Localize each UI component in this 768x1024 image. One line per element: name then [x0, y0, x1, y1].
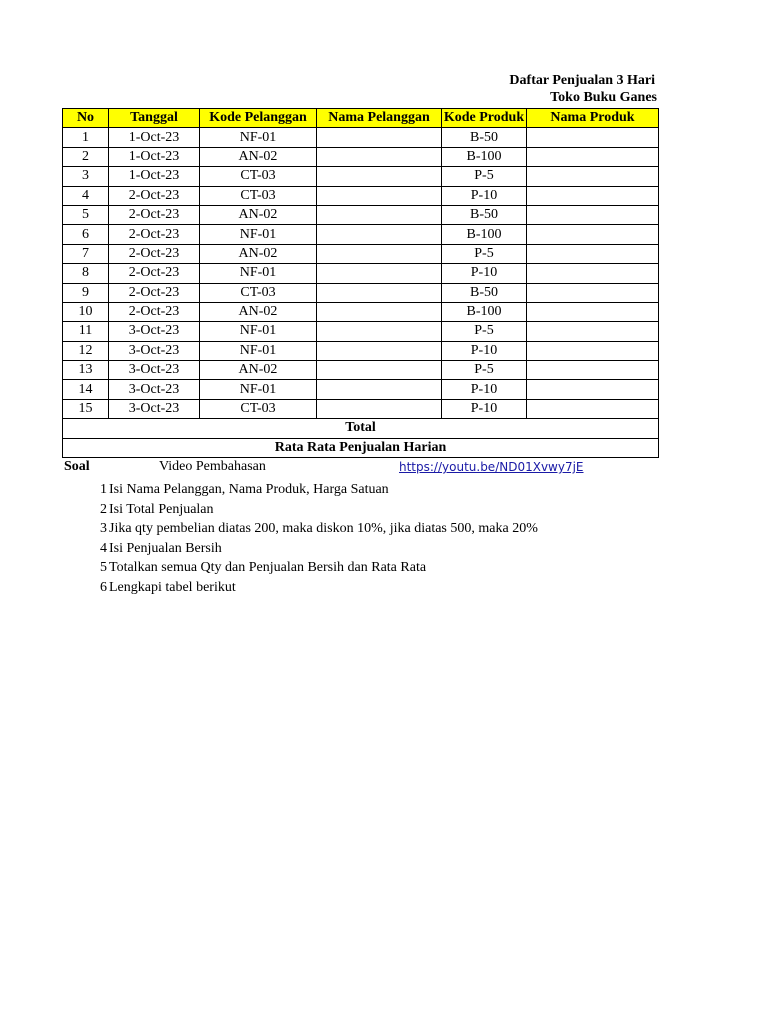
cell-tanggal[interactable]: 1-Oct-23: [109, 128, 200, 147]
cell-tanggal[interactable]: 2-Oct-23: [109, 186, 200, 205]
task-text: Isi Total Penjualan: [109, 501, 214, 517]
cell-no[interactable]: 3: [63, 167, 109, 186]
task-text: Isi Penjualan Bersih: [109, 540, 222, 556]
cell-nama-pelanggan[interactable]: [317, 225, 442, 244]
cell-kode-produk[interactable]: B-50: [442, 128, 527, 147]
cell-nama-produk[interactable]: [527, 283, 659, 302]
video-link[interactable]: https://youtu.be/ND01Xvwy7jE: [399, 460, 584, 474]
cell-nama-pelanggan[interactable]: [317, 167, 442, 186]
cell-kode-produk[interactable]: P-10: [442, 264, 527, 283]
task-number: 6: [100, 579, 107, 595]
cell-kode-produk[interactable]: P-10: [442, 380, 527, 399]
task-number: 2: [100, 501, 107, 517]
cell-tanggal[interactable]: 2-Oct-23: [109, 225, 200, 244]
cell-kode-produk[interactable]: P-5: [442, 167, 527, 186]
cell-nama-pelanggan[interactable]: [317, 205, 442, 224]
cell-tanggal[interactable]: 1-Oct-23: [109, 147, 200, 166]
cell-kode-pelanggan[interactable]: NF-01: [200, 128, 317, 147]
task-number: 3: [100, 521, 107, 536]
cell-nama-pelanggan[interactable]: [317, 264, 442, 283]
task-item: [62, 500, 214, 520]
header-nama-produk[interactable]: Nama Produk: [527, 109, 659, 128]
cell-tanggal[interactable]: 3-Oct-23: [109, 399, 200, 418]
cell-nama-produk[interactable]: [527, 399, 659, 418]
sheet-title: Daftar Penjualan 3 Hari: [509, 73, 655, 88]
task-item: [62, 558, 426, 578]
cell-kode-produk[interactable]: P-5: [442, 361, 527, 380]
cell-nama-produk[interactable]: [527, 380, 659, 399]
cell-nama-pelanggan[interactable]: [317, 399, 442, 418]
cell-kode-pelanggan[interactable]: NF-01: [200, 264, 317, 283]
cell-no[interactable]: 7: [63, 244, 109, 263]
cell-nama-produk[interactable]: [527, 167, 659, 186]
cell-kode-produk[interactable]: B-100: [442, 302, 527, 321]
cell-no[interactable]: 15: [63, 399, 109, 418]
cell-nama-produk[interactable]: [527, 186, 659, 205]
cell-tanggal[interactable]: 3-Oct-23: [109, 322, 200, 341]
cell-no[interactable]: 9: [63, 283, 109, 302]
cell-no[interactable]: 13: [63, 361, 109, 380]
table-row: [63, 205, 659, 224]
cell-kode-pelanggan[interactable]: NF-01: [200, 341, 317, 360]
header-no[interactable]: No: [63, 109, 109, 128]
soal-header-line: [62, 458, 702, 476]
cell-tanggal[interactable]: 2-Oct-23: [109, 283, 200, 302]
cell-nama-produk[interactable]: [527, 302, 659, 321]
task-text: Jika qty pembelian diatas 200, maka diskon 10%, jika diatas 500, maka 20%: [109, 521, 538, 536]
cell-kode-pelanggan[interactable]: NF-01: [200, 322, 317, 341]
cell-kode-pelanggan[interactable]: AN-02: [200, 147, 317, 166]
task-item: [62, 519, 538, 539]
table-row: [63, 225, 659, 244]
cell-tanggal[interactable]: 3-Oct-23: [109, 380, 200, 399]
cell-no[interactable]: 10: [63, 302, 109, 321]
task-number: 1: [100, 482, 107, 497]
table-row: [63, 361, 659, 380]
cell-kode-produk[interactable]: P-10: [442, 341, 527, 360]
table-row: [63, 128, 659, 147]
cell-kode-pelanggan[interactable]: NF-01: [200, 380, 317, 399]
cell-no[interactable]: 8: [63, 264, 109, 283]
cell-no[interactable]: 5: [63, 205, 109, 224]
cell-nama-pelanggan[interactable]: [317, 186, 442, 205]
cell-nama-pelanggan[interactable]: [317, 302, 442, 321]
cell-nama-pelanggan[interactable]: [317, 361, 442, 380]
cell-kode-pelanggan[interactable]: CT-03: [200, 283, 317, 302]
table-row: [63, 186, 659, 205]
header-tanggal[interactable]: Tanggal: [109, 109, 200, 128]
cell-kode-produk[interactable]: P-10: [442, 399, 527, 418]
table-row: [63, 244, 659, 263]
cell-no[interactable]: 6: [63, 225, 109, 244]
cell-nama-pelanggan[interactable]: [317, 322, 442, 341]
cell-nama-pelanggan[interactable]: [317, 147, 442, 166]
task-item: [62, 480, 389, 500]
cell-no[interactable]: 2: [63, 147, 109, 166]
task-text: Totalkan semua Qty dan Penjualan Bersih dan Rata Rata: [109, 560, 427, 575]
soal-label: Soal: [64, 459, 90, 474]
cell-kode-pelanggan[interactable]: CT-03: [200, 186, 317, 205]
cell-no[interactable]: 14: [63, 380, 109, 399]
total-label[interactable]: Total: [63, 419, 659, 438]
task-item: [62, 539, 222, 559]
cell-nama-pelanggan[interactable]: [317, 341, 442, 360]
table-row: [63, 302, 659, 321]
cell-kode-produk[interactable]: B-100: [442, 147, 527, 166]
cell-nama-produk[interactable]: [527, 128, 659, 147]
cell-kode-pelanggan[interactable]: AN-02: [200, 244, 317, 263]
task-number: 5: [100, 560, 107, 575]
table-row: [63, 167, 659, 186]
cell-kode-produk[interactable]: B-100: [442, 225, 527, 244]
cell-kode-pelanggan[interactable]: CT-03: [200, 399, 317, 418]
header-kode-pelanggan[interactable]: Kode Pelanggan: [200, 109, 317, 128]
table-row: [63, 264, 659, 283]
table-row: [63, 283, 659, 302]
cell-kode-produk[interactable]: P-10: [442, 186, 527, 205]
cell-nama-produk[interactable]: [527, 225, 659, 244]
cell-kode-pelanggan[interactable]: AN-02: [200, 361, 317, 380]
table-row: [63, 322, 659, 341]
cell-nama-produk[interactable]: [527, 341, 659, 360]
video-label: Video Pembahasan: [159, 459, 266, 474]
cell-kode-pelanggan[interactable]: AN-02: [200, 302, 317, 321]
cell-no[interactable]: 4: [63, 186, 109, 205]
cell-nama-produk[interactable]: [527, 205, 659, 224]
table-row: [63, 147, 659, 166]
table-row: [63, 399, 659, 418]
cell-nama-pelanggan[interactable]: [317, 283, 442, 302]
average-label[interactable]: Rata Rata Penjualan Harian: [63, 438, 659, 457]
cell-tanggal[interactable]: 2-Oct-23: [109, 205, 200, 224]
task-text: Lengkapi tabel berikut: [109, 579, 236, 595]
cell-tanggal[interactable]: 3-Oct-23: [109, 361, 200, 380]
task-number: 4: [100, 540, 107, 556]
task-text: Isi Nama Pelanggan, Nama Produk, Harga Satuan: [109, 482, 389, 497]
header-kode-produk[interactable]: Kode Produk: [442, 109, 527, 128]
cell-kode-produk[interactable]: P-5: [442, 244, 527, 263]
table-row: [63, 341, 659, 360]
cell-nama-pelanggan[interactable]: [317, 244, 442, 263]
cell-kode-pelanggan[interactable]: AN-02: [200, 205, 317, 224]
cell-nama-produk[interactable]: [527, 322, 659, 341]
task-item: [62, 578, 236, 598]
total-row: [63, 419, 659, 438]
cell-kode-produk[interactable]: B-50: [442, 283, 527, 302]
soal-section: [62, 458, 702, 595]
store-name: Toko Buku Ganes: [550, 90, 657, 105]
cell-no[interactable]: 1: [63, 128, 109, 147]
cell-no[interactable]: 11: [63, 322, 109, 341]
cell-tanggal[interactable]: 2-Oct-23: [109, 244, 200, 263]
cell-kode-pelanggan[interactable]: NF-01: [200, 225, 317, 244]
sales-table: [62, 108, 659, 458]
cell-kode-produk[interactable]: B-50: [442, 205, 527, 224]
header-nama-pelanggan[interactable]: Nama Pelanggan: [317, 109, 442, 128]
table-row: [63, 380, 659, 399]
cell-nama-produk[interactable]: [527, 361, 659, 380]
average-row: [63, 438, 659, 457]
cell-kode-produk[interactable]: P-5: [442, 322, 527, 341]
table-body: [63, 128, 659, 419]
cell-tanggal[interactable]: 2-Oct-23: [109, 302, 200, 321]
cell-nama-produk[interactable]: [527, 147, 659, 166]
cell-nama-pelanggan[interactable]: [317, 128, 442, 147]
cell-tanggal[interactable]: 1-Oct-23: [109, 167, 200, 186]
cell-no[interactable]: 12: [63, 341, 109, 360]
cell-tanggal[interactable]: 3-Oct-23: [109, 341, 200, 360]
cell-tanggal[interactable]: 2-Oct-23: [109, 264, 200, 283]
cell-kode-pelanggan[interactable]: CT-03: [200, 167, 317, 186]
cell-nama-pelanggan[interactable]: [317, 380, 442, 399]
cell-nama-produk[interactable]: [527, 264, 659, 283]
cell-nama-produk[interactable]: [527, 244, 659, 263]
table-header-row: [63, 109, 659, 128]
